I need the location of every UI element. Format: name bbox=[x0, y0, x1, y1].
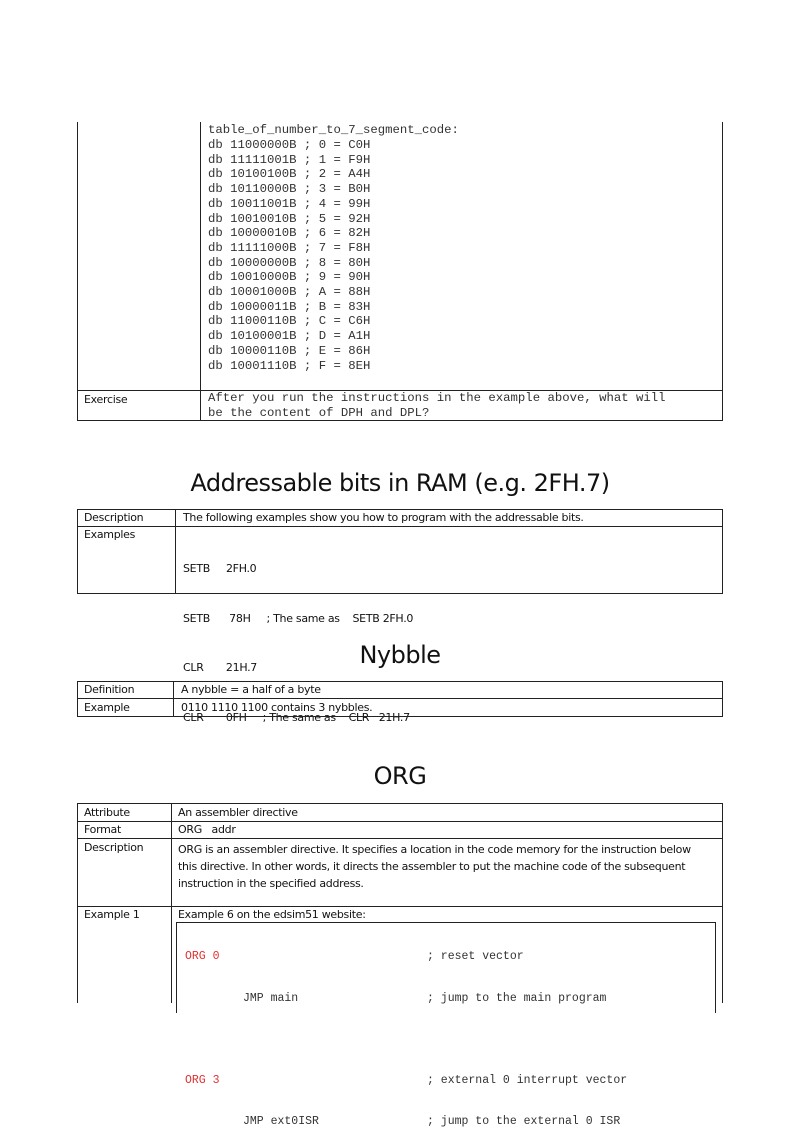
example1-intro: Example 6 on the edsim51 website: bbox=[178, 908, 366, 921]
code-line: db 10100100B ; 2 = A4H bbox=[208, 167, 371, 182]
definition-label: Definition bbox=[84, 683, 135, 696]
code-comment: ; jump to the external 0 ISR bbox=[427, 1114, 621, 1128]
section-heading-org: ORG bbox=[373, 762, 427, 790]
description-text: ORG is an assembler directive. It specifies a location in the code memory for the instruction below this directive. In other words, it directs the assembler to put the machine code of the subsequent instruction in the specified address. bbox=[178, 843, 691, 890]
code-line: db 10010010B ; 5 = 92H bbox=[208, 211, 371, 226]
code-line bbox=[185, 950, 524, 964]
code-line: db 10000010B ; 6 = 82H bbox=[208, 226, 371, 241]
code-directive: ORG 3 bbox=[185, 1073, 220, 1087]
exercise-text: After you run the instructions in the example above, what will be the content of DPH and DPL? bbox=[208, 391, 666, 420]
table-border bbox=[77, 906, 723, 907]
table-border bbox=[77, 698, 723, 699]
section-heading-nybble: Nybble bbox=[359, 641, 441, 669]
example1-label: Example 1 bbox=[84, 908, 140, 921]
description-text: The following examples show you how to program with the addressable bits. bbox=[183, 511, 584, 524]
attribute-label: Attribute bbox=[84, 806, 130, 819]
blank-line bbox=[185, 1033, 220, 1047]
code-line: db 10000000B ; 8 = 80H bbox=[208, 255, 371, 270]
format-label: Format bbox=[84, 823, 121, 836]
code-line: db 10001110B ; F = 8EH bbox=[208, 358, 371, 373]
example-label: Example bbox=[84, 701, 130, 714]
example-line: CLR 21H.7 bbox=[183, 661, 257, 674]
exercise-label: Exercise bbox=[84, 393, 128, 406]
code-line bbox=[185, 991, 607, 1006]
table-border bbox=[77, 526, 723, 527]
table-border bbox=[200, 122, 201, 421]
code-directive: ORG 0 bbox=[185, 950, 220, 964]
code-line: db 10110000B ; 3 = B0H bbox=[208, 182, 371, 197]
table-border bbox=[722, 803, 723, 1003]
attribute-text: An assembler directive bbox=[178, 806, 298, 819]
code-line bbox=[185, 1073, 628, 1088]
code-title: table_of_number_to_7_segment_code: bbox=[208, 123, 459, 137]
org-code bbox=[185, 923, 628, 1128]
table-border bbox=[77, 838, 723, 839]
code-line: db 10000011B ; B = 83H bbox=[208, 299, 371, 314]
code-line: db 11000110B ; C = C6H bbox=[208, 314, 371, 329]
code-line: db 11111000B ; 7 = F8H bbox=[208, 240, 371, 255]
code-comment: ; reset vector bbox=[427, 950, 524, 964]
examples-label: Examples bbox=[84, 528, 136, 541]
code-line: db 11000000B ; 0 = C0H bbox=[208, 138, 371, 152]
code-line: db 10011001B ; 4 = 99H bbox=[208, 196, 371, 211]
code-instr: JMP main bbox=[243, 991, 299, 1005]
table-border bbox=[175, 509, 176, 593]
section-heading-addressable-bits: Addressable bits in RAM (e.g. 2FH.7) bbox=[190, 469, 610, 497]
definition-text: A nybble = a half of a byte bbox=[181, 683, 321, 696]
format-text: ORG addr bbox=[178, 823, 236, 836]
code-line: db 10001000B ; A = 88H bbox=[208, 285, 371, 300]
code-line bbox=[185, 1114, 621, 1128]
code-block bbox=[208, 138, 370, 373]
table-border bbox=[77, 803, 78, 1003]
table-border bbox=[77, 803, 723, 804]
code-line: db 10000110B ; E = 86H bbox=[208, 343, 371, 358]
example-line: SETB 78H ; The same as SETB 2FH.0 bbox=[183, 611, 414, 625]
code-instr: JMP ext0ISR bbox=[243, 1114, 319, 1128]
code-line: db 10100001B ; D = A1H bbox=[208, 329, 371, 344]
description-label: Description bbox=[84, 841, 144, 854]
example-line: SETB 2FH.0 bbox=[183, 562, 257, 575]
code-comment: ; jump to the main program bbox=[427, 991, 607, 1005]
table-border bbox=[722, 122, 723, 421]
code-line: db 10010000B ; 9 = 90H bbox=[208, 270, 371, 285]
code-line: db 11111001B ; 1 = F9H bbox=[208, 152, 371, 167]
code-comment: ; external 0 interrupt vector bbox=[427, 1073, 628, 1087]
table-border bbox=[77, 821, 723, 822]
example-text: 0110 1110 1100 contains 3 nybbles. bbox=[181, 701, 373, 714]
table-border bbox=[171, 803, 172, 1003]
example-line: CLR 0FH ; The same as CLR 21H.7 bbox=[183, 710, 410, 724]
description-label: Description bbox=[84, 511, 144, 524]
table-border bbox=[77, 122, 78, 421]
